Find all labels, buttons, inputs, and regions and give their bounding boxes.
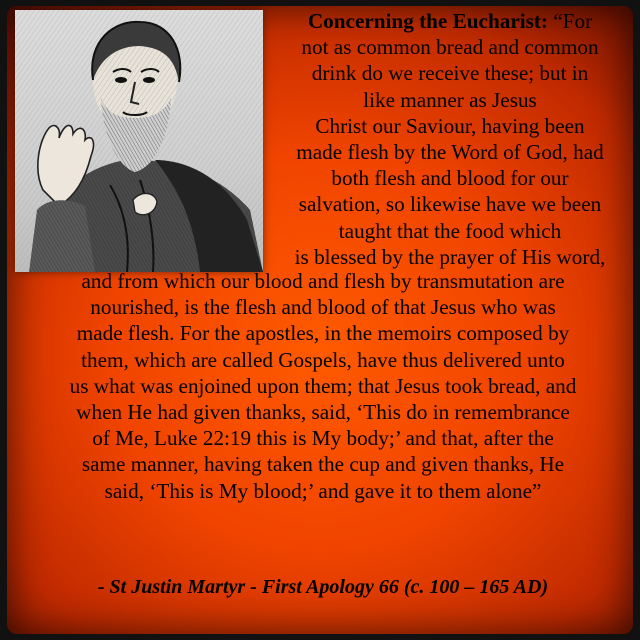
- quote-line: and from which our blood and flesh by transmutation are: [81, 269, 565, 293]
- quote-line: not as common bread and common: [301, 35, 599, 60]
- quote-line: like manner as Jesus: [363, 87, 537, 112]
- quote-line: drink do we receive these; but in: [311, 61, 589, 86]
- quote-line: said, ‘This is My blood;’ and gave it to them alone”: [104, 478, 542, 503]
- quote-line: salvation, so likewise have we been: [298, 192, 602, 217]
- quote-line: taught that the food which: [338, 218, 562, 243]
- quote-line: of Me, Luke 22:19 this is My body;’ and that, after the: [92, 426, 554, 451]
- quote-line: us what was enjoined upon them; that Jesus took bread, and: [69, 373, 577, 398]
- quote-line: both flesh and blood for our: [331, 166, 569, 191]
- quote-heading: Concerning the Eucharist:: [307, 9, 548, 33]
- quote-line: same manner, having taken the cup and given thanks, He: [81, 452, 565, 477]
- quote-line: made flesh. For the apostles, in the memoirs composed by: [76, 321, 570, 346]
- quote-line: nourished, is the flesh and blood of that Jesus who was: [90, 295, 556, 320]
- quote-line: is blessed by the prayer of His word,: [294, 244, 606, 269]
- quote-text-full-width: [13, 268, 633, 504]
- quote-attribution: - St Justin Martyr - First Apology 66 (c. 100 – 165 AD): [97, 576, 549, 598]
- quote-line: Christ our Saviour, having been: [315, 113, 585, 138]
- quote-text-beside-portrait: [267, 8, 633, 270]
- saint-portrait-engraving: [15, 10, 263, 272]
- quote-card: [7, 6, 633, 634]
- quote-line: [267, 8, 633, 34]
- quote-line: them, which are called Gospels, have thus delivered unto: [81, 347, 565, 372]
- quote-line-segment: “For: [553, 9, 593, 33]
- quote-line: made flesh by the Word of God, had: [296, 140, 604, 165]
- quote-line: when He had given thanks, said, ‘This do in remembrance: [76, 400, 570, 425]
